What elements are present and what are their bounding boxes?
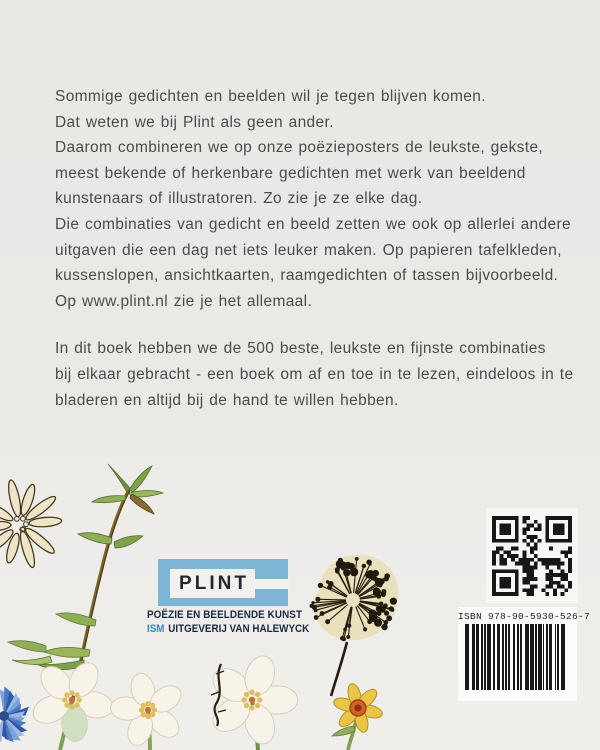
- blurb-line: kussenslopen, ansichtkaarten, raamgedichten of tassen bijvoorbeeld.: [55, 267, 559, 285]
- publisher-name: UITGEVERIJ VAN HALEWYCK: [168, 623, 310, 635]
- plint-wordmark: PLINT: [179, 572, 249, 594]
- blurb-line: Die combinaties van gedicht en beeld zetten we ook op allerlei andere: [55, 215, 571, 233]
- blurb-paragraph-2: [55, 336, 574, 413]
- blurb-line: uitgaven die een dag net iets leuker maken. Op papieren tafelkleden,: [55, 241, 562, 259]
- blurb-line: Op www.plint.nl zie je het allemaal.: [55, 292, 313, 310]
- botanical-collage: [0, 460, 600, 750]
- back-cover-blurb: [55, 84, 574, 413]
- plint-logo-notch: [253, 579, 289, 589]
- publisher-line: [147, 623, 309, 635]
- edelweiss-ink-flower: [0, 479, 62, 569]
- blurb-line: bladeren en altijd bij de hand te willen hebben.: [55, 391, 399, 409]
- yellow-daffodil: [332, 682, 384, 750]
- white-flower: [110, 671, 186, 750]
- white-flower: [29, 658, 116, 750]
- blurb-line: In dit boek hebben we de 500 beste, leukste en fijnste combinaties: [55, 340, 546, 358]
- barcode-block: [458, 607, 591, 701]
- isbn-label: ISBN 978-90-5930-526-7: [458, 611, 591, 622]
- blurb-line: meest bekende of herkenbare gedichten met werk van beeldend: [55, 164, 526, 182]
- blue-cornflower: [0, 686, 30, 744]
- blurb-line: kunstenaars of illustratoren. Zo zie je ze elke dag.: [55, 190, 423, 208]
- logo-tagline: POËZIE EN BEELDENDE KUNST: [147, 609, 303, 621]
- qr-code: [486, 508, 578, 603]
- dandelion-ink-flower: [310, 555, 399, 696]
- blurb-line: Daarom combineren we op onze poëzieposters de leukste, gekste,: [55, 139, 544, 157]
- blurb-line: Sommige gedichten en beelden wil je tegen blijven komen.: [55, 88, 486, 105]
- barcode-bars: [464, 624, 571, 694]
- blurb-paragraph-1: [55, 84, 571, 314]
- blurb-line: Dat weten we bij Plint als geen ander.: [55, 113, 334, 131]
- blurb-line: bij elkaar gebracht - een boek om af en toe in te lezen, eindeloos in te: [55, 365, 574, 383]
- publisher-ism: ISM: [147, 623, 165, 635]
- plint-logo-box: [170, 569, 255, 598]
